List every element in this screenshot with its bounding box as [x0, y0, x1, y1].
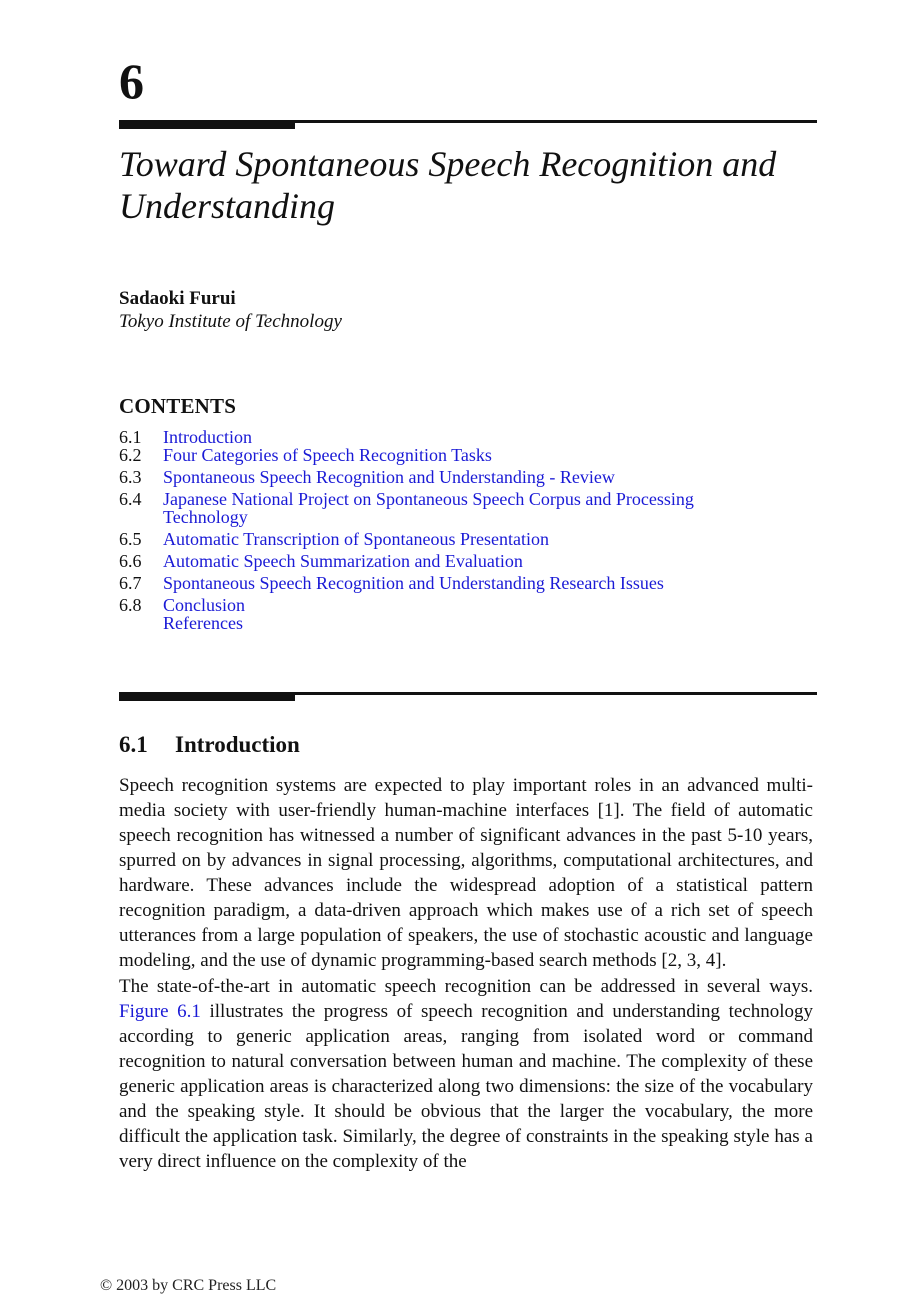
rule-thick-bar: [119, 120, 295, 129]
toc-link-introduction[interactable]: Introduction: [163, 427, 252, 447]
toc-item-number: 6.1: [119, 427, 142, 447]
toc-link-review[interactable]: Spontaneous Speech Recognition and Understanding - Review: [163, 467, 615, 487]
toc-item-number: 6.4: [119, 489, 142, 509]
paragraph-1: Speech recognition systems are expected to play important roles in an advanced multi-media society with user-friendly human-machine interfaces [1]. The field of automatic speech recognition has witnessed a number of significant advances in the past 5-10 years, spurred on by advances in signal processing, algorithms, computational architectures, and hardware. These advances include the widespread adoption of a statistical pattern recognition paradigm, a data-driven approach which makes use of a rich set of speech utterances from a large population of speakers, the use of stochastic acoustic and language modeling, and the use of dynamic programming-based search methods [2, 3, 4].: [119, 775, 813, 971]
toc-item-review[interactable]: [119, 468, 819, 486]
toc-item-references[interactable]: [119, 614, 819, 632]
toc-item-number: 6.3: [119, 467, 142, 487]
toc-item-number: 6.6: [119, 551, 142, 571]
toc-link-line-1: Japanese National Project on Spontaneous Speech Corpus and Processing: [163, 489, 694, 509]
toc-item-research-issues[interactable]: [119, 574, 819, 592]
author-name: Sadaoki Furui: [119, 288, 236, 309]
toc-item-conclusion[interactable]: [119, 596, 819, 614]
toc-item-number: 6.7: [119, 573, 142, 593]
toc-link-transcription[interactable]: Automatic Transcription of Spontaneous Presentation: [163, 529, 549, 549]
contents-heading: CONTENTS: [119, 394, 237, 418]
toc-item-summarization[interactable]: [119, 552, 819, 570]
author-affiliation: Tokyo Institute of Technology: [119, 311, 342, 332]
chapter-title-line-1: Toward Spontaneous Speech Recognition and: [119, 144, 777, 184]
contents-rule-bottom: [119, 692, 817, 702]
toc-link-references[interactable]: References: [163, 613, 243, 633]
toc-link-four-categories[interactable]: Four Categories of Speech Recognition Tasks: [163, 445, 492, 465]
chapter-title-line-2: Understanding: [119, 186, 335, 226]
table-of-contents: [119, 428, 819, 636]
toc-item-number: 6.5: [119, 529, 142, 549]
toc-link-line-2: Technology: [163, 507, 248, 527]
toc-item-transcription[interactable]: [119, 530, 819, 548]
toc-link-conclusion[interactable]: Conclusion: [163, 595, 246, 615]
toc-item-number: 6.2: [119, 445, 142, 465]
chapter-rule-top: [119, 120, 817, 130]
rule-thick-bar: [119, 692, 295, 701]
section-title: Introduction: [175, 732, 300, 757]
section-body: [119, 773, 813, 1175]
toc-item-number: [119, 614, 163, 632]
paragraph-2-start: The state-of-the-art in automatic speech recognition can be addressed in several ways.: [119, 976, 813, 997]
toc-link-japanese-project[interactable]: [163, 490, 694, 526]
toc-link-research-issues[interactable]: Spontaneous Speech Recognition and Understanding Research Issues: [163, 573, 664, 593]
chapter-title: [119, 143, 819, 227]
section-number: 6.1: [119, 732, 148, 757]
section-heading: [119, 732, 300, 758]
toc-link-summarization[interactable]: Automatic Speech Summarization and Evaluation: [163, 551, 523, 571]
toc-item-introduction[interactable]: [119, 428, 819, 446]
figure-6-1-link[interactable]: Figure 6.1: [119, 1001, 201, 1022]
toc-item-four-categories[interactable]: [119, 446, 819, 464]
paragraph-2: [119, 974, 813, 1174]
toc-item-japanese-project[interactable]: [119, 490, 819, 526]
copyright-footer: © 2003 by CRC Press LLC: [100, 1277, 277, 1294]
chapter-number: 6: [119, 53, 144, 109]
toc-item-number: 6.8: [119, 595, 142, 615]
paragraph-2-rest: illustrates the progress of speech recognition and understanding technology according to generic application areas, ranging from isolated word or command recognition to natural conversation between human and machine. The complexity of these generic application areas is characterized along two dimensions: the size of the vocabulary and the speaking style. It should be obvious that the larger the vocabulary, the more difficult the application task. Similarly, the degree of constraints in the speaking style has a very direct influence on the complexity of the: [119, 1001, 813, 1172]
